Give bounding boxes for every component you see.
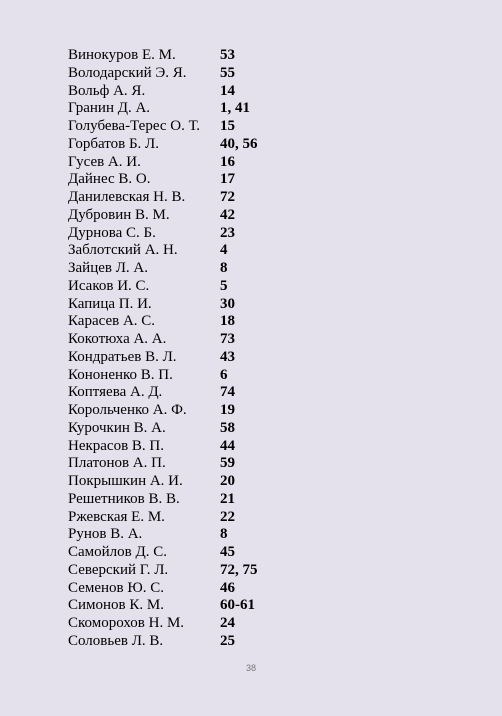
- author-name: Зайцев Л. А.: [68, 260, 148, 276]
- page-references: 59: [220, 455, 235, 472]
- page-references: 46: [220, 579, 235, 596]
- index-entry: [68, 562, 408, 580]
- index-entry: [68, 313, 408, 331]
- author-name: Заблотский А. Н.: [68, 242, 178, 259]
- author-name: Самойлов Д. С.: [68, 544, 167, 560]
- page-references: 18: [220, 313, 235, 330]
- index-entry: [68, 526, 408, 544]
- page-references: 24: [220, 615, 235, 631]
- author-name: Кондратьев В. Л.: [68, 348, 177, 365]
- page-references: 8: [220, 526, 228, 543]
- index-entry: [68, 367, 408, 385]
- index-entry: [68, 225, 408, 243]
- page-references: 42: [220, 206, 235, 223]
- page-references: 21: [220, 490, 235, 507]
- page-references: 15: [220, 118, 235, 134]
- author-name: Кокотюха А. А.: [68, 331, 167, 347]
- index-entry: [68, 402, 408, 420]
- author-name: Некрасов В. П.: [68, 437, 165, 454]
- page-references: 16: [220, 153, 235, 170]
- page-references: 17: [220, 171, 235, 188]
- page-references: 20: [220, 473, 235, 489]
- author-name: Семенов Ю. С.: [68, 579, 165, 596]
- index-entry: [68, 118, 408, 136]
- page-references: 55: [220, 64, 235, 81]
- index-entry: [68, 171, 408, 189]
- page-references: 22: [220, 508, 235, 525]
- page-references: 40, 56: [220, 135, 258, 152]
- author-name: Данилевская Н. В.: [68, 189, 186, 205]
- page-references: 72: [220, 189, 235, 205]
- index-entry: [68, 136, 408, 154]
- page-references: 44: [220, 437, 235, 454]
- page-references: 74: [220, 384, 235, 401]
- page-references: 72, 75: [220, 561, 258, 578]
- author-name: Ржевская Е. М.: [68, 508, 165, 525]
- index-entry: [68, 580, 408, 598]
- author-index-list: [68, 47, 408, 651]
- index-entry: [68, 47, 408, 65]
- author-name: Коптяева А. Д.: [68, 384, 163, 401]
- author-name: Северский Г. Л.: [68, 561, 169, 578]
- page-references: 45: [220, 544, 235, 560]
- index-entry: [68, 509, 408, 527]
- author-name: Покрышкин А. И.: [68, 473, 183, 489]
- author-name: Горбатов Б. Л.: [68, 135, 159, 152]
- author-name: Дайнес В. О.: [68, 171, 151, 188]
- page-references: 60-61: [220, 597, 255, 614]
- index-entry: [68, 597, 408, 615]
- index-entry: [68, 438, 408, 456]
- page-references: 58: [220, 419, 235, 436]
- index-entry: [68, 189, 408, 207]
- page-references: 53: [220, 47, 235, 63]
- index-entry: [68, 100, 408, 118]
- author-name: Рунов В. А.: [68, 526, 143, 543]
- index-entry: [68, 384, 408, 402]
- index-entry: [68, 491, 408, 509]
- author-name: Винокуров Е. М.: [68, 47, 176, 63]
- author-name: Гусев А. И.: [68, 153, 141, 170]
- author-name: Гранин Д. А.: [68, 100, 151, 117]
- index-entry: [68, 242, 408, 260]
- author-name: Скоморохов Н. М.: [68, 615, 185, 631]
- index-entry: [68, 455, 408, 473]
- index-entry: [68, 278, 408, 296]
- author-name: Корольченко А. Ф.: [68, 402, 187, 418]
- index-entry: [68, 349, 408, 367]
- author-name: Дубровин В. М.: [68, 206, 170, 223]
- index-entry: [68, 207, 408, 225]
- index-entry: [68, 331, 408, 349]
- index-entry: [68, 615, 408, 633]
- author-name: Симонов К. М.: [68, 597, 164, 614]
- page-references: 6: [220, 366, 228, 383]
- index-entry: [68, 296, 408, 314]
- index-entry: [68, 420, 408, 438]
- author-name: Капица П. И.: [68, 295, 152, 312]
- author-name: Соловьев Л. В.: [68, 632, 164, 649]
- author-name: Володарский Э. Я.: [68, 64, 187, 81]
- page-references: 8: [220, 260, 228, 276]
- index-entry: [68, 473, 408, 491]
- page-references: 23: [220, 224, 235, 241]
- page-references: 14: [220, 82, 235, 99]
- author-name: Вольф А. Я.: [68, 82, 146, 99]
- index-entry: [68, 633, 408, 651]
- author-name: Дурнова С. Б.: [68, 224, 156, 241]
- index-entry: [68, 154, 408, 172]
- page-references: 25: [220, 632, 235, 649]
- author-name: Карасев А. С.: [68, 313, 156, 330]
- index-entry: [68, 544, 408, 562]
- page-number: 38: [245, 663, 256, 673]
- index-entry: [68, 260, 408, 278]
- index-entry: [68, 65, 408, 83]
- author-name: Курочкин В. А.: [68, 419, 166, 436]
- page-references: 1, 41: [220, 100, 250, 117]
- author-name: Решетников В. В.: [68, 490, 180, 507]
- author-name: Голубева-Терес О. Т.: [68, 118, 201, 134]
- page-references: 5: [220, 277, 228, 294]
- page-references: 30: [220, 295, 235, 312]
- author-name: Платонов А. П.: [68, 455, 166, 472]
- author-name: Кононенко В. П.: [68, 366, 173, 383]
- index-entry: [68, 83, 408, 101]
- author-name: Исаков И. С.: [68, 277, 150, 294]
- page-references: 73: [220, 331, 235, 347]
- page-references: 43: [220, 348, 235, 365]
- page-references: 19: [220, 402, 235, 418]
- page-references: 4: [220, 242, 228, 259]
